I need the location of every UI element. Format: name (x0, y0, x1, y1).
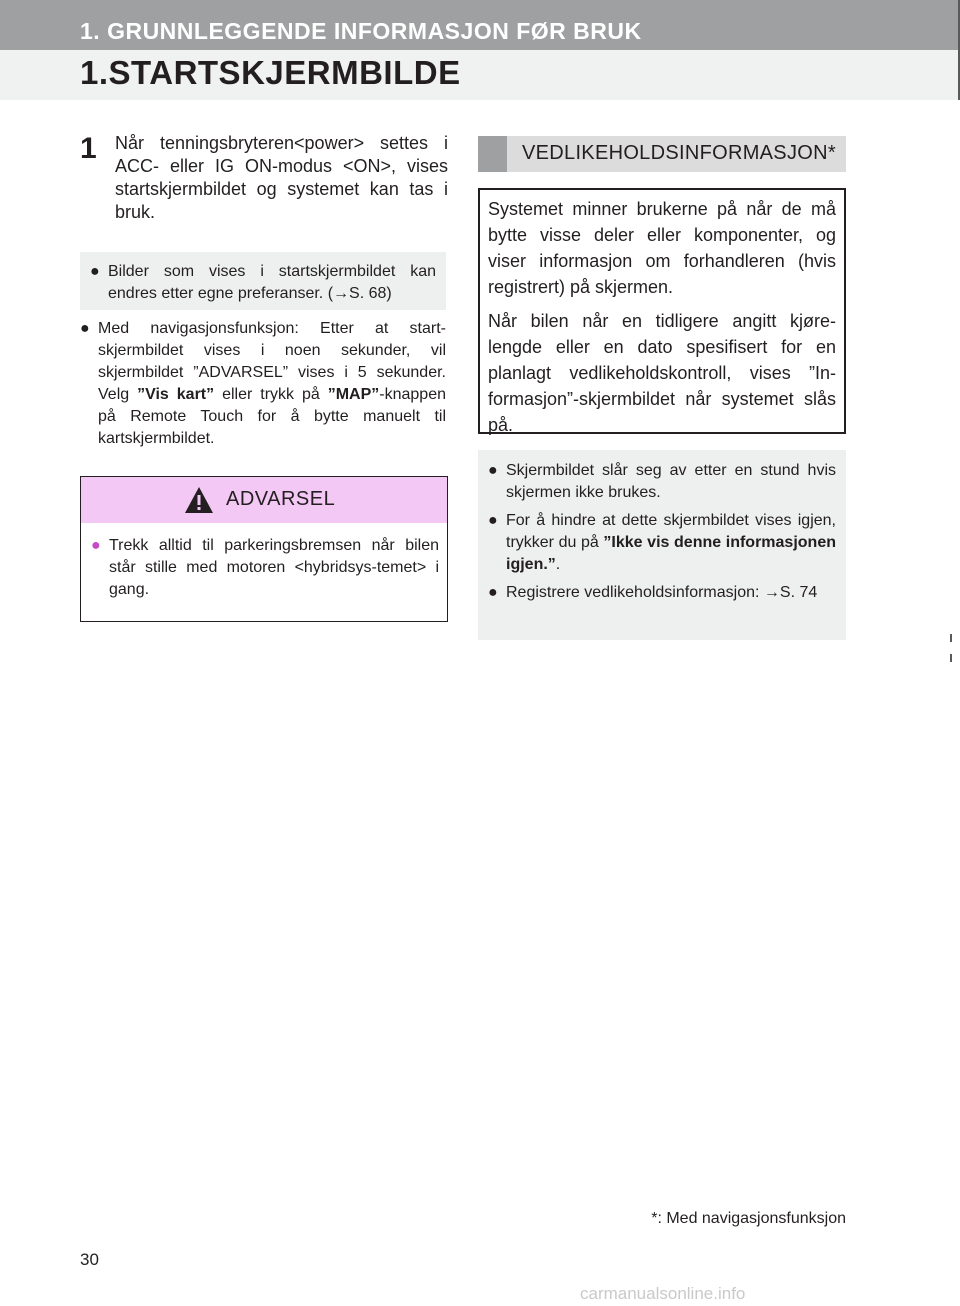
tip-text: . (555, 556, 561, 573)
tip-text: For å hindre at dette skjermbildet vises igjen, trykker du på (506, 512, 836, 551)
warning-body (81, 523, 447, 601)
map-label: ”MAP” (327, 386, 380, 403)
warning-label: ADVARSEL (226, 488, 336, 510)
watermark: carmanualsonline.info (580, 1284, 746, 1303)
info-box (478, 188, 846, 434)
info-header-marker (478, 136, 507, 172)
body-text: Med navigasjonsfunksjon: Etter at start-skjermbildet vises i noen sekunder, vil skjermbildet ”ADVARSEL” vises i 5 sekunder. Velg (98, 320, 446, 403)
bullet-icon: ● (488, 512, 498, 529)
list-item (488, 460, 836, 504)
step-number: 1 (80, 132, 97, 165)
list-item (488, 582, 836, 604)
info-header (478, 136, 846, 172)
bullet-icon: ● (90, 263, 100, 280)
warning-box (80, 476, 448, 622)
tips-box (478, 450, 846, 640)
warning-triangle-icon (184, 485, 214, 515)
step-text: Når tenningsbryteren<power> settes i ACC- eller IG ON-modus <ON>, vises startskjermbildet og systemet kan tas i bruk. (115, 133, 448, 222)
section-title: 1.STARTSKJERMBILDE (80, 54, 461, 91)
vis-kart-label: ”Vis kart” (137, 386, 215, 403)
tip-text: Registrere vedlikeholdsinformasjon: →S. 74 (506, 584, 818, 601)
body-text: eller trykk på (214, 386, 328, 403)
footnote: *: Med navigasjonsfunksjon (651, 1210, 846, 1227)
bullet-icon: ● (91, 537, 101, 554)
info-paragraph-1: Systemet minner brukerne på når de må bytte visse deler eller komponenter, og viser informasjon om forhandleren (hvis registrert) på skjermen. (488, 199, 836, 297)
body-text: -knappen på Remote Touch for å bytte manuelt til kartskjermbildet. (98, 386, 446, 447)
tip-text: Skjermbildet slår seg av etter en stund hvis skjermen ikke brukes. (506, 462, 836, 501)
note-item (90, 261, 436, 305)
body-bullets (80, 318, 446, 450)
info-paragraph-2: Når bilen når en tidligere angitt kjøre-lengde eller en dato spesifisert for en planlagt vedlikeholdskontroll, vises ”In-formasjon”-skjermbildet når systemet slås på. (488, 311, 836, 435)
bullet-icon: ● (488, 584, 498, 601)
ikke-vis-label: ”Ikke vis denne informasjonen igjen.” (506, 534, 836, 573)
chapter-title: 1. GRUNNLEGGENDE INFORMASJON FØR BRUK (80, 18, 642, 44)
edge-tick (950, 634, 952, 642)
page-number: 30 (80, 1250, 99, 1269)
note-box (80, 252, 446, 310)
bullet-icon: ● (80, 320, 90, 337)
info-title: VEDLIKEHOLDSINFORMASJON* (522, 142, 836, 164)
warning-header (81, 477, 447, 523)
note-text: Bilder som vises i startskjermbildet kan endres etter egne preferanser. (→S. 68) (108, 263, 436, 302)
warning-item (91, 535, 439, 601)
warning-text: Trekk alltid til parkeringsbremsen når bilen står stille med motoren <hybridsys-temet> i gang. (109, 537, 439, 598)
step-1 (80, 132, 448, 224)
list-item (80, 318, 446, 450)
edge-tick (950, 654, 952, 662)
bullet-icon: ● (488, 462, 498, 479)
list-item (488, 510, 836, 576)
